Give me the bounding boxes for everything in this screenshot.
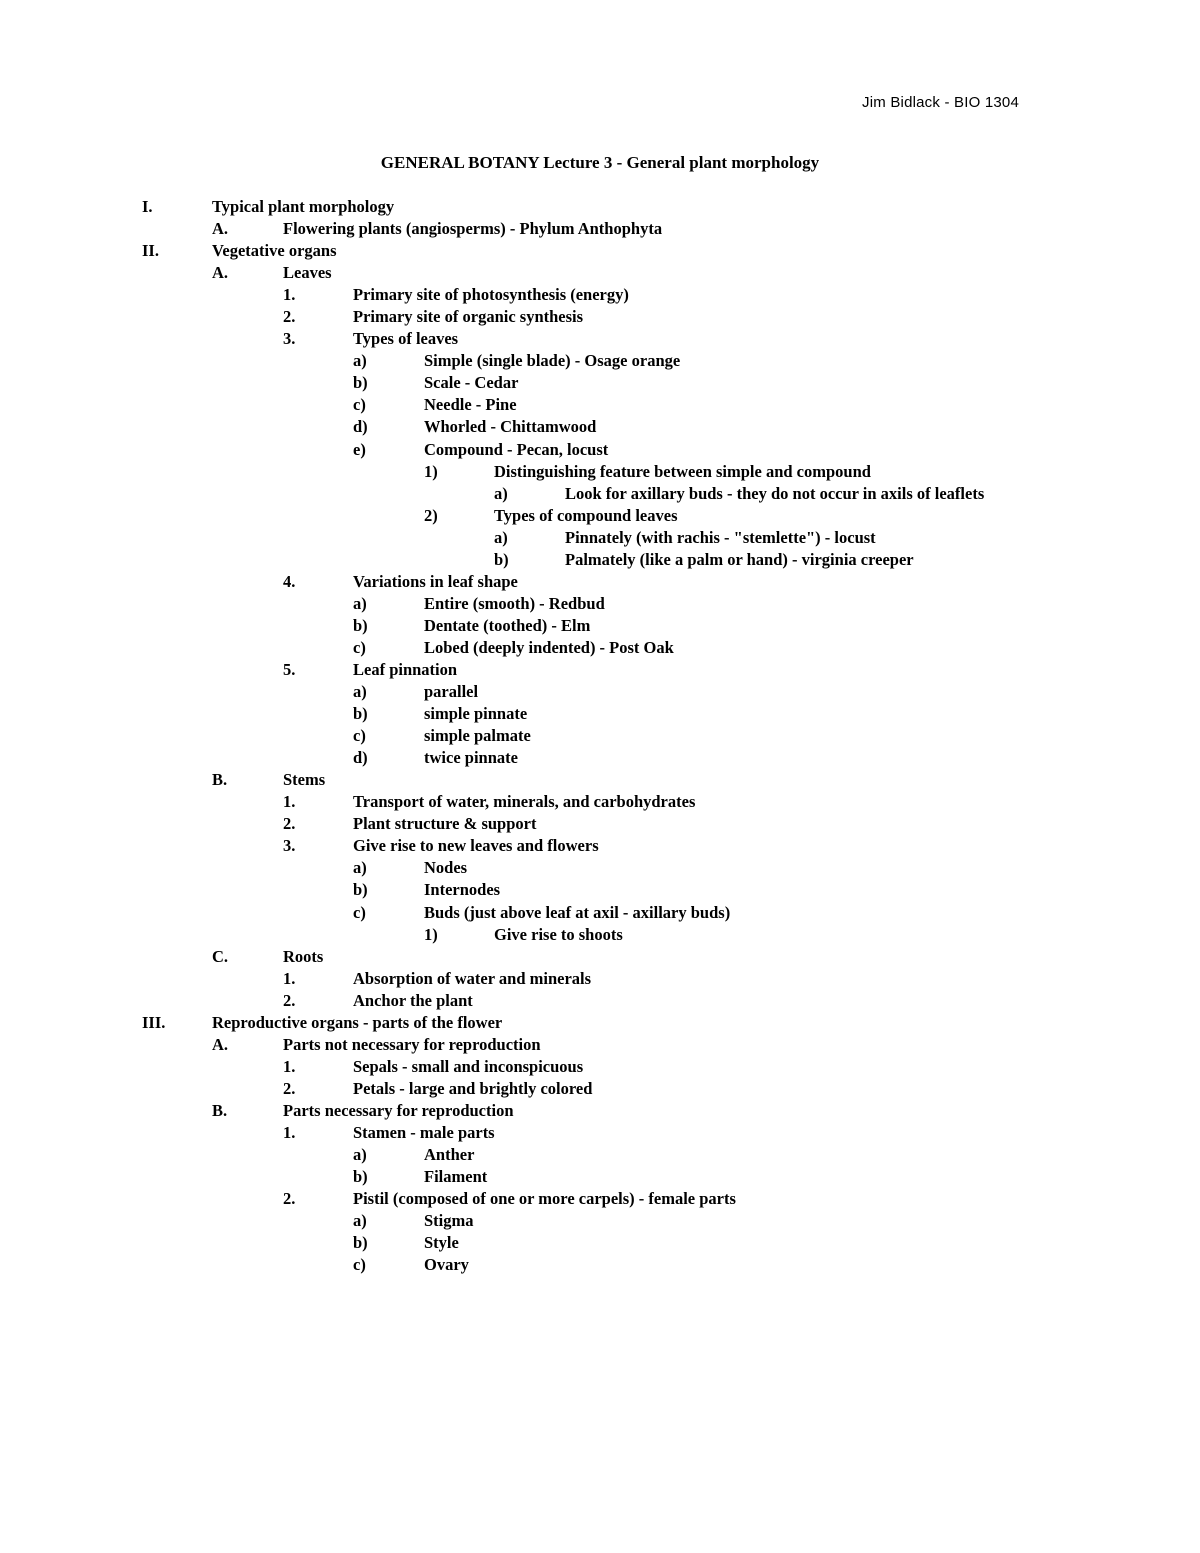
outline-marker: b) bbox=[353, 1233, 368, 1253]
outline-marker: II. bbox=[142, 241, 159, 261]
outline-marker: e) bbox=[353, 439, 366, 459]
outline-text: Leaves bbox=[283, 263, 332, 283]
outline-text: Plant structure & support bbox=[353, 814, 537, 834]
outline-marker: a) bbox=[494, 527, 508, 547]
outline-marker: 2. bbox=[283, 814, 296, 834]
outline-item bbox=[0, 350, 1200, 372]
outline-text: Distinguishing feature between simple and compound bbox=[494, 461, 871, 481]
outline-item bbox=[0, 505, 1200, 527]
outline-marker: 5. bbox=[283, 659, 296, 679]
outline-text: Pinnately (with rachis - "stemlette") - locust bbox=[565, 527, 876, 547]
outline-text: Roots bbox=[283, 946, 324, 966]
outline-item bbox=[0, 328, 1200, 350]
outline-item bbox=[0, 1056, 1200, 1078]
outline-item bbox=[0, 946, 1200, 968]
outline-marker: a) bbox=[353, 351, 367, 371]
outline-marker: A. bbox=[212, 1034, 229, 1054]
outline-text: Types of compound leaves bbox=[494, 505, 678, 525]
outline-item bbox=[0, 372, 1200, 394]
outline-marker: a) bbox=[353, 1145, 367, 1165]
outline-marker: I. bbox=[142, 197, 153, 216]
outline-marker: a) bbox=[353, 682, 367, 702]
outline-item bbox=[0, 483, 1200, 505]
outline-item bbox=[0, 196, 1200, 218]
outline-text: Whorled - Chittamwood bbox=[424, 417, 597, 437]
outline-item bbox=[0, 615, 1200, 637]
outline-item bbox=[0, 725, 1200, 747]
outline-text: Needle - Pine bbox=[424, 395, 517, 415]
outline-item bbox=[0, 571, 1200, 593]
outline-item bbox=[0, 1210, 1200, 1232]
outline-item bbox=[0, 769, 1200, 791]
outline-text: twice pinnate bbox=[424, 748, 518, 768]
outline-marker: 2. bbox=[283, 1078, 296, 1098]
outline-marker: c) bbox=[353, 902, 366, 922]
outline-text: Dentate (toothed) - Elm bbox=[424, 615, 591, 635]
outline-text: Stems bbox=[283, 770, 326, 790]
outline-item bbox=[0, 747, 1200, 769]
page-header: Jim Bidlack - BIO 1304 bbox=[862, 94, 1019, 111]
outline-marker: a) bbox=[353, 593, 367, 613]
outline-text: Nodes bbox=[424, 858, 468, 878]
outline-item bbox=[0, 1100, 1200, 1122]
outline-marker: 1. bbox=[283, 1122, 296, 1142]
outline-marker: 2. bbox=[283, 1189, 296, 1209]
outline-text: Parts not necessary for reproduction bbox=[283, 1034, 541, 1054]
outline-text: Vegetative organs bbox=[212, 241, 337, 261]
outline-item bbox=[0, 262, 1200, 284]
outline-item bbox=[0, 416, 1200, 438]
outline-text: Buds (just above leaf at axil - axillary buds) bbox=[424, 902, 731, 922]
outline-text: Give rise to shoots bbox=[494, 924, 623, 944]
outline-item bbox=[0, 902, 1200, 924]
outline-marker: b) bbox=[353, 880, 368, 900]
outline-item bbox=[0, 968, 1200, 990]
outline-marker: d) bbox=[353, 417, 368, 437]
outline-item bbox=[0, 813, 1200, 835]
outline-text: Types of leaves bbox=[353, 329, 459, 349]
outline-marker: 1) bbox=[424, 924, 438, 944]
outline-marker: c) bbox=[353, 1255, 366, 1275]
outline-text: Typical plant morphology bbox=[212, 197, 395, 216]
outline-marker: 2. bbox=[283, 307, 296, 327]
outline-text: Pistil (composed of one or more carpels) - female parts bbox=[353, 1189, 736, 1209]
outline-marker: 4. bbox=[283, 571, 296, 591]
outline-item bbox=[0, 1034, 1200, 1056]
outline-text: Give rise to new leaves and flowers bbox=[353, 836, 599, 856]
outline-item bbox=[0, 549, 1200, 571]
outline-text: Palmately (like a palm or hand) - virginia creeper bbox=[565, 549, 914, 569]
outline-item bbox=[0, 990, 1200, 1012]
outline-text: Lobed (deeply indented) - Post Oak bbox=[424, 637, 674, 657]
outline-marker: a) bbox=[353, 1211, 367, 1231]
outline-text: simple palmate bbox=[424, 726, 531, 746]
outline-item bbox=[0, 1188, 1200, 1210]
outline-marker: C. bbox=[212, 946, 229, 966]
outline-item bbox=[0, 681, 1200, 703]
outline-marker: 1. bbox=[283, 285, 296, 305]
outline-text: Compound - Pecan, locust bbox=[424, 439, 609, 459]
outline-item bbox=[0, 394, 1200, 416]
outline-text: Absorption of water and minerals bbox=[353, 968, 592, 988]
outline-item bbox=[0, 924, 1200, 946]
outline-text: parallel bbox=[424, 682, 479, 702]
outline-text: Stigma bbox=[424, 1211, 474, 1231]
outline-item bbox=[0, 527, 1200, 549]
outline-marker: A. bbox=[212, 263, 229, 283]
lecture-outline bbox=[0, 196, 1200, 1276]
outline-marker: c) bbox=[353, 637, 366, 657]
document-title: GENERAL BOTANY Lecture 3 - General plant morphology bbox=[380, 153, 820, 172]
outline-item bbox=[0, 1166, 1200, 1188]
outline-item bbox=[0, 593, 1200, 615]
outline-marker: a) bbox=[353, 858, 367, 878]
outline-item bbox=[0, 306, 1200, 328]
outline-marker: b) bbox=[494, 549, 509, 569]
outline-marker: b) bbox=[353, 373, 368, 393]
outline-marker: 2. bbox=[283, 990, 296, 1010]
outline-item bbox=[0, 703, 1200, 725]
outline-item bbox=[0, 284, 1200, 306]
outline-item bbox=[0, 1144, 1200, 1166]
outline-marker: 1. bbox=[283, 792, 296, 812]
outline-text: Stamen - male parts bbox=[353, 1122, 495, 1142]
outline-item bbox=[0, 218, 1200, 240]
outline-marker: b) bbox=[353, 615, 368, 635]
outline-marker: b) bbox=[353, 1167, 368, 1187]
outline-item bbox=[0, 1254, 1200, 1276]
outline-marker: A. bbox=[212, 219, 229, 239]
outline-marker: c) bbox=[353, 395, 366, 415]
outline-marker: B. bbox=[212, 1100, 228, 1120]
outline-marker: 1. bbox=[283, 1056, 296, 1076]
outline-marker: B. bbox=[212, 770, 228, 790]
outline-item bbox=[0, 637, 1200, 659]
outline-item bbox=[0, 1232, 1200, 1254]
outline-text: simple pinnate bbox=[424, 704, 528, 724]
outline-text: Variations in leaf shape bbox=[353, 571, 518, 591]
outline-marker: b) bbox=[353, 704, 368, 724]
outline-item bbox=[0, 791, 1200, 813]
outline-text: Leaf pinnation bbox=[353, 659, 458, 679]
outline-marker: 1) bbox=[424, 461, 438, 481]
outline-marker: a) bbox=[494, 483, 508, 503]
outline-text: Internodes bbox=[424, 880, 501, 900]
outline-item bbox=[0, 1012, 1200, 1034]
outline-item bbox=[0, 1122, 1200, 1144]
outline-text: Primary site of organic synthesis bbox=[353, 307, 584, 327]
outline-text: Anther bbox=[424, 1145, 475, 1165]
outline-text: Anchor the plant bbox=[353, 990, 473, 1010]
outline-marker: 1. bbox=[283, 968, 296, 988]
outline-text: Look for axillary buds - they do not occur in axils of leaflets bbox=[565, 483, 985, 503]
outline-text: Transport of water, minerals, and carbohydrates bbox=[353, 792, 696, 812]
outline-item bbox=[0, 835, 1200, 857]
outline-text: Simple (single blade) - Osage orange bbox=[424, 351, 681, 371]
outline-item bbox=[0, 879, 1200, 901]
outline-marker: c) bbox=[353, 726, 366, 746]
outline-item bbox=[0, 857, 1200, 879]
outline-text: Sepals - small and inconspicuous bbox=[353, 1056, 584, 1076]
outline-marker: d) bbox=[353, 748, 368, 768]
outline-item bbox=[0, 240, 1200, 262]
outline-text: Entire (smooth) - Redbud bbox=[424, 593, 605, 613]
outline-item bbox=[0, 1078, 1200, 1100]
outline-marker: 3. bbox=[283, 329, 296, 349]
outline-marker: III. bbox=[142, 1012, 166, 1032]
outline-text: Ovary bbox=[424, 1255, 469, 1275]
outline-item bbox=[0, 659, 1200, 681]
outline-text: Reproductive organs - parts of the flower bbox=[212, 1012, 503, 1032]
outline-text: Petals - large and brightly colored bbox=[353, 1078, 593, 1098]
outline-text: Scale - Cedar bbox=[424, 373, 519, 393]
outline-item bbox=[0, 439, 1200, 461]
outline-text: Style bbox=[424, 1233, 459, 1253]
outline-text: Filament bbox=[424, 1167, 488, 1187]
outline-marker: 3. bbox=[283, 836, 296, 856]
outline-text: Parts necessary for reproduction bbox=[283, 1100, 514, 1120]
outline-item bbox=[0, 461, 1200, 483]
outline-text: Flowering plants (angiosperms) - Phylum Anthophyta bbox=[283, 219, 663, 239]
outline-text: Primary site of photosynthesis (energy) bbox=[353, 285, 629, 305]
outline-marker: 2) bbox=[424, 505, 438, 525]
